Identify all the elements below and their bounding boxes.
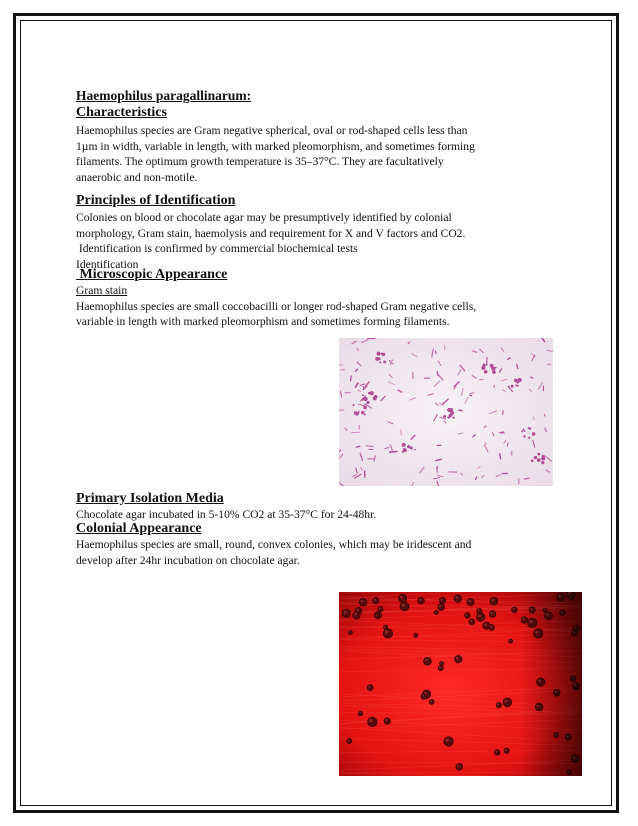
- document-title: Haemophilus paragallinarum:: [76, 88, 252, 103]
- principles-line: Colonies on blood or chocolate agar may be presumptively identified by colonial: [76, 211, 452, 224]
- microscopic-heading: Microscopic Appearance: [76, 267, 228, 282]
- primary-isolation-line: Chocolate agar incubated in 5-10% CO2 at 35-37°C for 24-48hr.: [76, 508, 377, 521]
- microscopic-line: variable in length with marked pleomorphism and sometimes forming filaments.: [76, 315, 450, 329]
- principles-line: morphology, Gram stain, haemolysis and requirement for X and V factors and CO2.: [76, 226, 466, 240]
- characteristics-line: 1µm in width, variable in length, with marked pleomorphism, and sometimes forming: [76, 139, 475, 153]
- gram-stain-micrograph: [339, 338, 553, 486]
- colonial-section: [76, 520, 516, 568]
- gram-stain-subheading: Gram stain: [76, 284, 128, 297]
- primary-isolation-heading: Primary Isolation Media: [76, 491, 224, 506]
- characteristics-line: filaments. The optimum growth temperature is 35–37°C. They are facultatively: [76, 155, 444, 169]
- principles-line: Identification: [76, 257, 139, 271]
- colonial-line: develop after 24hr incubation on chocolate agar.: [76, 553, 300, 567]
- microscopic-section: [76, 266, 516, 330]
- characteristics-section: [76, 88, 516, 185]
- principles-section: [76, 192, 516, 272]
- primary-isolation-section: [76, 490, 516, 523]
- colony-agar-photo: [339, 592, 582, 776]
- characteristics-line: anaerobic and non-motile.: [76, 170, 198, 184]
- principles-line: Identification is confirmed by commercial biochemical tests: [76, 242, 358, 256]
- colonial-line: Haemophilus species are small, round, convex colonies, which may be iridescent and: [76, 538, 472, 551]
- principles-heading: Principles of Identification: [76, 193, 236, 208]
- microscopic-line: Haemophilus species are small coccobacilli or longer rod-shaped Gram negative cells,: [76, 299, 477, 313]
- characteristics-line: Haemophilus species are Gram negative spherical, oval or rod-shaped cells less than: [76, 124, 468, 137]
- colonial-heading: Colonial Appearance: [76, 521, 202, 536]
- characteristics-heading: Characteristics: [76, 105, 167, 120]
